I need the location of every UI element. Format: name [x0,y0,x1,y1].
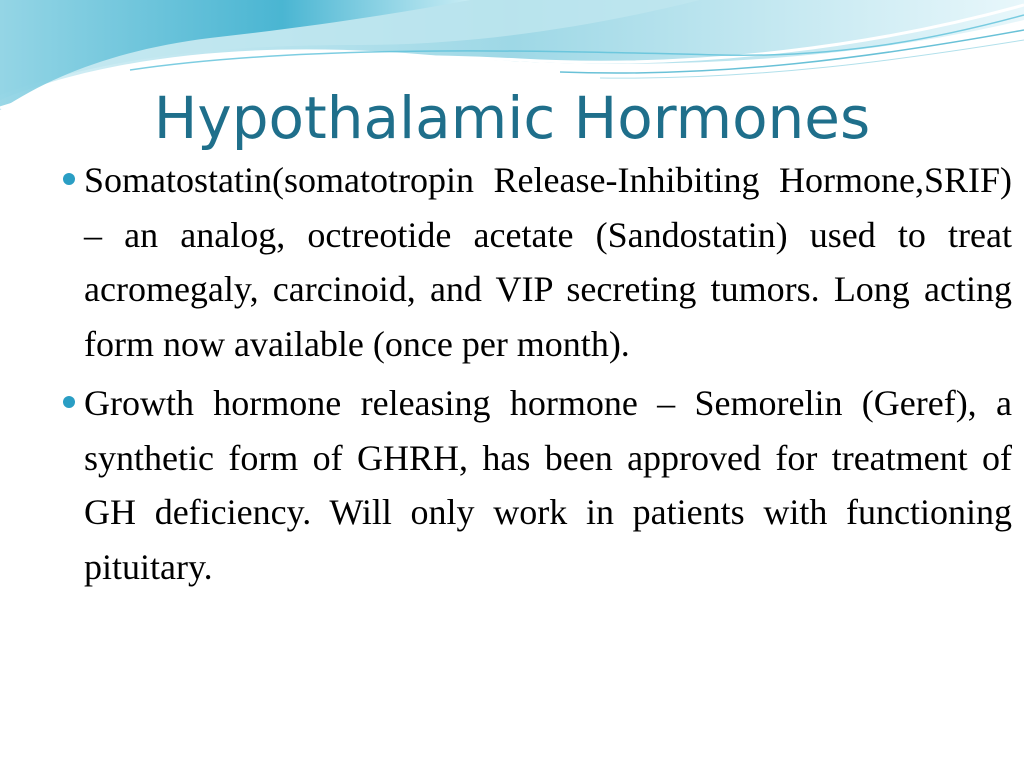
bullet-dot-icon [63,173,75,185]
bullet-dot-icon [63,396,75,408]
bullet-list [60,153,1012,599]
bullet-text: Growth hormone releasing hormone – Semorelin (Geref), a synthetic form of GHRH, has been approved for treatment of GH deficiency. Will only work in patients with functioning pituitary. [84,383,1012,587]
bullet-text: Somatostatin(somatotropin Release-Inhibiting Hormone,SRIF) – an analog, octreotide acetate (Sandostatin) used to treat acromegaly, carcinoid, and VIP secreting tumors. Long acting form now available (once per month). [84,160,1012,364]
bullet-item-ghrh [60,376,1012,594]
slide-title: Hypothalamic Hormones [153,84,871,152]
bullet-item-somatostatin [60,153,1012,371]
